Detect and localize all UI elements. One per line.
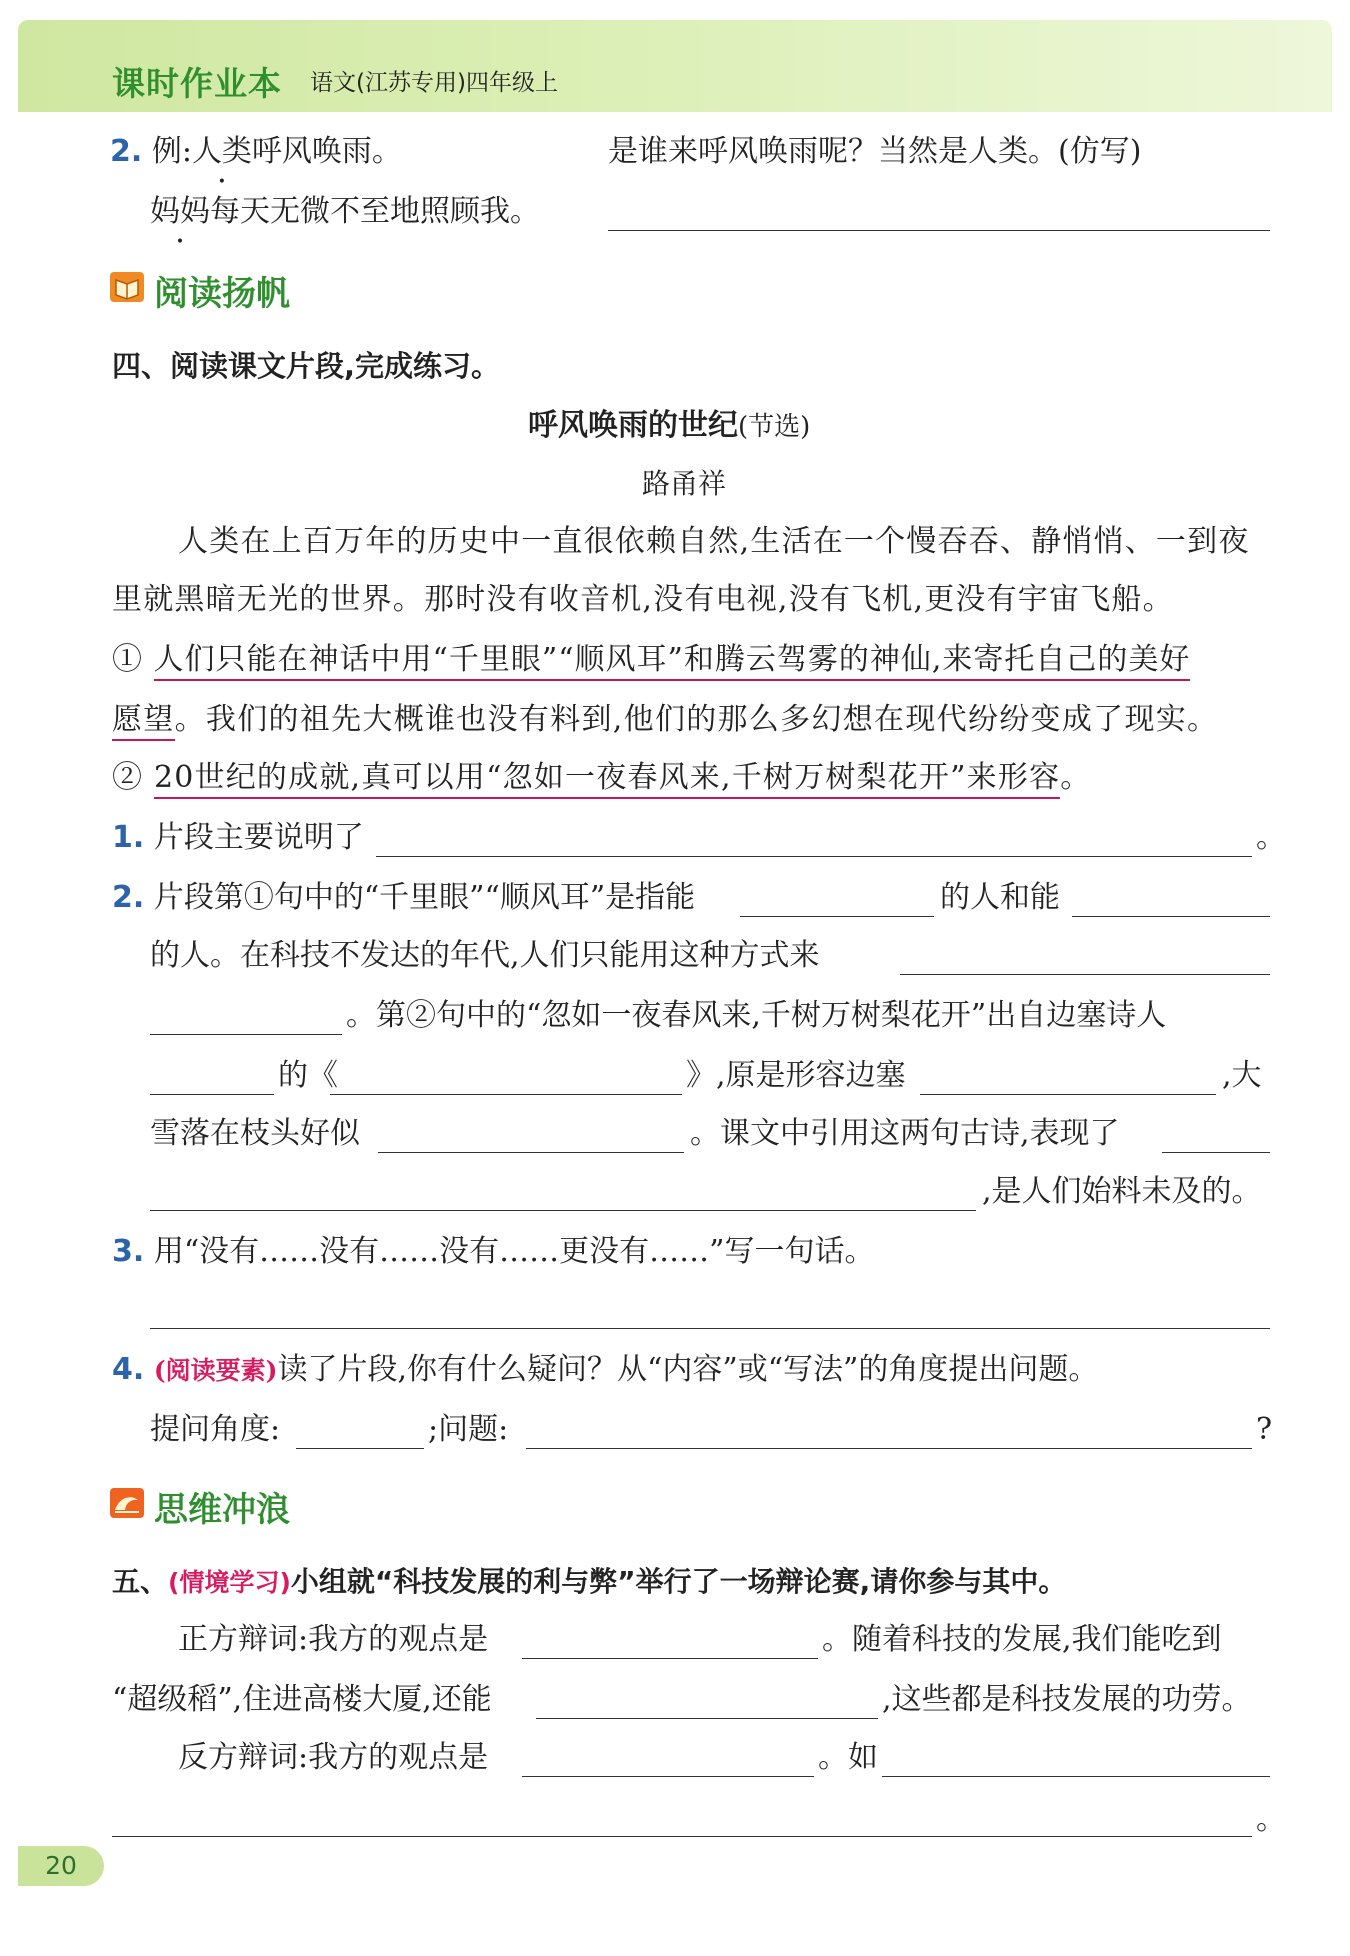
pro-argument-line-2a: “超级稻”,住进高楼大厦,还能	[112, 1682, 492, 1717]
question-1: 1. 片段主要说明了	[112, 820, 364, 855]
con-argument-label: 反方辩词:我方的观点是	[178, 1740, 489, 1775]
book-subject: 语文(江苏专用)四年级上	[310, 70, 558, 96]
question-2-line-2: 的人。在科技不发达的年代,人们只能用这种方式来	[150, 938, 820, 973]
question-2-blank-1[interactable]	[740, 916, 934, 917]
con-argument-end: 。	[1256, 1802, 1286, 1837]
question-4-end: ?	[1256, 1412, 1273, 1447]
pro-benefit-blank[interactable]	[536, 1718, 878, 1719]
con-viewpoint-blank[interactable]	[522, 1776, 814, 1777]
pro-argument-line-2b: ,这些都是科技发展的功劳。	[882, 1682, 1252, 1717]
question-3-blank[interactable]	[150, 1328, 1270, 1329]
question-2-line-4a: 的《	[278, 1058, 338, 1093]
passage-line-2: 里就黑暗无光的世界。那时没有收音机,没有电视,没有飞机,更没有宇宙飞船。	[112, 582, 1174, 617]
passage-line-5: ② 20世纪的成就,真可以用“忽如一夜春风来,千树万树梨花开”来形容。	[112, 758, 1091, 798]
book-brand: 课时作业本	[112, 64, 282, 103]
question-2-blank-4[interactable]	[150, 1034, 342, 1035]
question-4-angle-label: 提问角度:	[150, 1412, 281, 1447]
question-4-angle-blank[interactable]	[296, 1448, 424, 1449]
question-2-blank-2[interactable]	[1072, 916, 1270, 917]
page-number: 20	[18, 1846, 104, 1886]
question-2-line-1b: 的人和能	[940, 880, 1060, 915]
question-2-line-4b: 》,原是形容边塞	[686, 1058, 906, 1093]
q2-answer-blank[interactable]	[608, 230, 1270, 231]
question-4-question-blank[interactable]	[526, 1448, 1252, 1449]
exercise-four-heading: 四、阅读课文片段,完成练习。	[112, 349, 501, 383]
question-2-line-3: 。第②句中的“忽如一夜春风来,千树万树梨花开”出自边塞诗人	[346, 998, 1167, 1033]
question-3: 3. 用“没有……没有……没有……更没有……”写一句话。	[112, 1234, 875, 1269]
question-4-question-label: ;问题:	[428, 1412, 509, 1447]
question-2-blank-8[interactable]	[150, 1210, 976, 1211]
con-example-blank-2[interactable]	[112, 1836, 1252, 1837]
question-2-blank-3[interactable]	[900, 974, 1270, 975]
q2-example-line: 2. 例:人类呼风唤雨。	[110, 134, 402, 169]
question-2-line-5a: 雪落在枝头好似	[150, 1116, 360, 1151]
con-example-blank[interactable]	[882, 1776, 1270, 1777]
passage-line-4: 愿望。我们的祖先大概谁也没有料到,他们的那么多幻想在现代纷纷变成了现实。	[112, 700, 1218, 740]
question-4: 4. (阅读要素)读了片段,你有什么疑问？从“内容”或“写法”的角度提出问题。	[112, 1352, 1099, 1387]
passage-title: 呼风唤雨的世纪(节选)	[528, 408, 811, 443]
pro-argument-mid: 。随着科技的发展,我们能吃到	[822, 1622, 1222, 1657]
question-2-blank-5[interactable]	[920, 1094, 1216, 1095]
passage-author: 路甬祥	[642, 467, 727, 500]
passage-line-3: ① 人们只能在神话中用“千里眼”“顺风耳”和腾云驾雾的神仙,来寄托自己的美好	[112, 640, 1190, 680]
wave-icon	[110, 1488, 144, 1518]
book-icon	[110, 272, 144, 302]
question-1-blank[interactable]	[376, 856, 1252, 857]
question-1-end: 。	[1256, 820, 1286, 855]
section-title-thinking: 思维冲浪	[154, 1490, 290, 1530]
pro-viewpoint-blank[interactable]	[522, 1658, 818, 1659]
q2-prompt-line: 妈妈每天无微不至地照顾我。	[150, 194, 540, 229]
question-2-line-4c: ,大	[1222, 1058, 1262, 1093]
question-2-line-6: ,是人们始料未及的。	[982, 1174, 1262, 1209]
question-2-blank-6[interactable]	[378, 1152, 684, 1153]
pro-argument-label: 正方辩词:我方的观点是	[178, 1622, 489, 1657]
question-2-line-1a: 2. 片段第①句中的“千里眼”“顺风耳”是指能	[112, 880, 696, 915]
q2-example-answer: 是谁来呼风唤雨呢？当然是人类。(仿写)	[608, 134, 1142, 169]
question-2-blank-poet[interactable]	[150, 1094, 274, 1095]
section-title-reading: 阅读扬帆	[154, 274, 290, 314]
question-2-line-5b: 。课文中引用这两句古诗,表现了	[690, 1116, 1120, 1151]
question-2-blank-poem[interactable]	[330, 1094, 682, 1095]
con-argument-mid: 。如	[818, 1740, 878, 1775]
question-2-blank-7[interactable]	[1162, 1152, 1270, 1153]
exercise-five-heading: 五、(情境学习)小组就“科技发展的利与弊”举行了一场辩论赛,请你参与其中。	[112, 1565, 1067, 1598]
passage-line-1: 人类在上百万年的历史中一直很依赖自然,生活在一个慢吞吞、静悄悄、一到夜	[178, 524, 1250, 559]
